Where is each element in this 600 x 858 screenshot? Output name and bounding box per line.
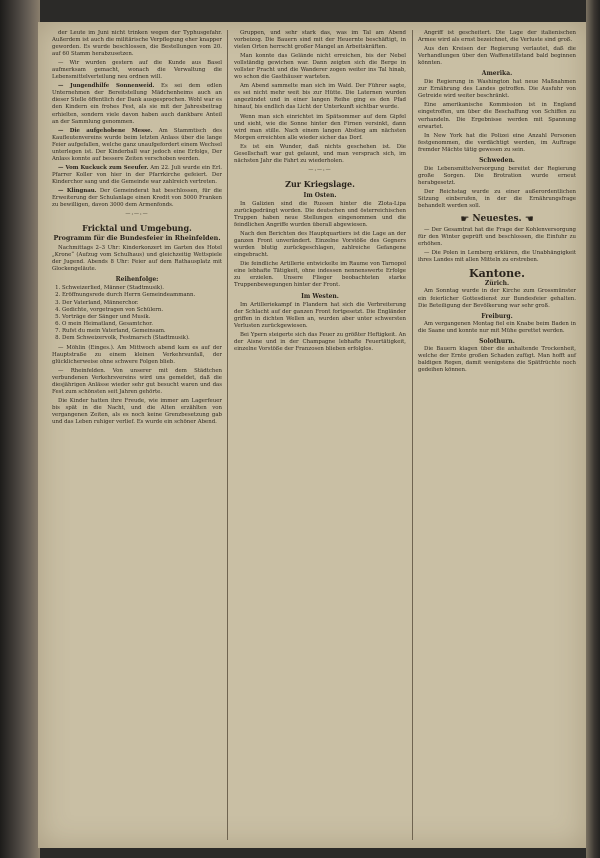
news-item — [52, 165, 222, 186]
paragraph: In New York hat die Polizei eine Anzahl Personen festgenommen, die verdächtigt werden, im Auftrage fremder Mächte tätig gewesen zu sein. — [418, 132, 576, 153]
newspaper-page — [38, 22, 586, 848]
paragraph: Eine amerikanische Kommission ist in England eingetroffen, um über die Beschaffung von Schiffen zu verhandeln. Die Ergebnisse werden mit Spannung erwartet. — [418, 102, 576, 130]
pointing-hand-icon: ☛ — [460, 214, 470, 226]
item-text: Am 22. Juli wurde ein Erl. Pfarrer Koller von hier in der Pfarrkirche gefeiert. Der Kinderchor sang und die Gemeinde war zahlreich vertreten. — [52, 164, 222, 185]
program-item: 4. Gedichte, vorgetragen von Schülern. — [62, 307, 222, 314]
program-title: Programm für die Bundesfeier in Rheinfelden. — [53, 234, 221, 243]
paragraph: Am vergangenen Montag fiel ein Knabe beim Baden in die Saane und konnte nur mit Mühe gerettet werden. — [418, 320, 576, 334]
paragraph: Die Regierung in Washington hat neue Maßnahmen zur Ernährung des Landes getroffen. Die Ausfuhr von Getreide wird weiter beschränkt. — [418, 79, 576, 100]
kantone-title: Kantone. — [469, 267, 525, 281]
column-rule — [412, 30, 413, 840]
program-intro: Nachmittags 2–3 Uhr: Kinderkonzert im Garten des Hotel „Krone“ (Aufzug vom Schulhaus) und gleichzeitig Wettspiele der Jugend. Abends 8 Uhr: Feier auf dem Rathausplatz mit Glockengeläute. — [52, 245, 222, 273]
item-text: Am Stammtisch des Kaufleutenvereins wurde beim letzten Anlass über die lange Feier aufgefallen, welche ganz unaufgefordert einem Wechsel unterlegen ist. Der Kinderball war jedoch eine Erfolgs, Der Anlass konnte auf bessere Zeiten verschoben werden. — [52, 127, 222, 162]
separator: —:—:— — [125, 211, 149, 218]
paragraph: Angriff ist gescheitert. Die Lage der italienischen Armee wird als ernst bezeichnet, die Verluste sind groß. — [418, 30, 576, 44]
news-item — [52, 83, 222, 125]
pointing-hand-icon: ☚ — [524, 214, 534, 226]
item-head: — Jungendhilfe Sonnenweid. — [58, 83, 155, 90]
program-item: 5. Vorträge der Sänger und Musik. — [62, 314, 222, 321]
place-heading: Solothurn. — [479, 337, 515, 345]
place-heading: Freiburg. — [481, 312, 513, 320]
program-item: 7. Rufst du mein Vaterland, Gemeinsam. — [62, 328, 222, 335]
item-head: — Die aufgehobene Messe. — [58, 127, 153, 134]
paragraph: der Leute im Juni nicht trinken wegen der Typhusgefahr. Außerdem ist auch die militärische Verpflegung eher knapper geworden. Es wurde beschlossen, die Bestellungen vom 20. auf 60 Stamm herabzusetzen. — [52, 30, 222, 58]
paragraph: — Möhlin (Einges.). Am Mittwoch abend kam es auf der Hauptstraße zu einem kleinen Verkehrsunfall, der glücklicherweise ohne schwere Folgen blieb. — [52, 344, 222, 365]
column-left — [52, 30, 222, 840]
section-title: Zur Kriegslage. — [285, 178, 355, 189]
program-item: 8. Dem Schweizervolk, Festmarsch (Stadtmusik). — [62, 335, 222, 342]
paragraph: In Galizien sind die Russen hinter die Zlota-Lipa zurückgedrängt worden. Die deutschen und österreichischen Truppen haben neue Stellungen eingenommen und die feindlichen Angriffe wurden überall abgewiesen. — [234, 200, 406, 229]
paragraph: Am Sonntag wurde in der Kirche zum Grossmünster ein feierlicher Gottesdienst zur Bundesfeier gehalten. Die Beteiligung der Bevölkerung war sehr groß. — [418, 288, 576, 309]
banner-label: Neuestes. — [472, 214, 522, 225]
paragraph: Die Bauern klagen über die anhaltende Trockenheit, welche der Ernte großen Schaden zufügt. Man hofft auf baldigen Regen, damit wenigstens die Spätfrüchte noch gedeihen können. — [418, 345, 576, 373]
neuestes-banner — [418, 214, 576, 226]
paragraph: Bei Ypern steigerte sich das Feuer zu größter Heftigkeit. An der Aisne und in der Champagne lebhafte Feuertätigkeit, einzelne Vorstöße der Franzosen blieben erfolglos. — [234, 331, 406, 352]
page-edge — [586, 0, 600, 858]
news-item — [52, 128, 222, 163]
paragraph: — Die Polen in Lemberg erklären, die Unabhängigkeit ihres Landes mit allen Mitteln zu erstreben. — [418, 250, 576, 264]
item-head: — Klingnau. — [58, 187, 97, 194]
item-text: Der Gemeinderat hat beschlossen, für die Erweiterung der Schulanlage einen Kredit von 5000 Franken zu bewilligen, davon 3000 dem Armenfonds. — [52, 187, 222, 209]
program-item: 2. Eröffnungsrede durch Herrn Gemeindeammann. — [62, 292, 222, 299]
news-item — [52, 188, 222, 209]
separator: —:—:— — [308, 166, 332, 173]
program-item: 3. Der Vaterland, Männerchor. — [62, 300, 222, 307]
paragraph: Am Abend sammelte man sich im Wald. Der Führer sagte, es sei nicht mehr weit bis zur Hütte. Die Laternen wurden angezündet und in einer langen Reihe ging es den Pfad hinauf, bis endlich das Licht der Unterkunft sichtbar wurde. — [234, 83, 406, 111]
paragraph: Im Artilleriekampf in Flandern hat sich die Verbreiterung der Schlacht auf der ganzen Front fortgesetzt. Die Engländer griffen in dichten Wellen an, wurden aber unter schwersten Verlusten zurückgewiesen. — [234, 301, 406, 329]
paragraph: Wenn man sich einrichtet im Spätsommer auf dem Gipfel und sieht, wie die Sonne hinter den Firnen versinkt, dann wird man stille. Nach einem langen Abstieg am nächsten Morgen erreichten alle wieder sicher das Dorf. — [234, 113, 406, 141]
paragraph: Nach den Berichten des Hauptquartiers ist die Lage an der ganzen Front unverändert. Einzelne Vorstöße des Gegners wurden blutig zurückgeschlagen, zahlreiche Gefangene eingebracht. — [234, 231, 406, 259]
front-heading: Im Osten. — [303, 191, 337, 199]
paragraph: Gruppen, und sehr stark das, was im Tal am Abend vorbeizog. Die Bauern sind mit der Heuernte beschäftigt, in vielen Orten herrscht großer Mangel an Arbeitskräften. — [234, 30, 406, 51]
paragraph: Man konnte das Gelände nicht erreichen, bis der Nebel vollständig gewichen war. Dann zeigten sich die Berge in vollster Pracht und die Wanderer zogen weiter ins Tal hinab, wo schon die Gasthäuser warteten. — [234, 53, 406, 81]
column-right — [418, 30, 576, 840]
paragraph: Es ist ein Wunder, daß nichts geschehen ist. Die Gesellschaft war gut gelaunt, und man versprach sich, im nächsten Jahr die Fahrt zu wiederholen. — [234, 143, 406, 164]
program-item: 6. O mein Heimatland, Gesamtchor. — [62, 321, 222, 328]
program-item: 1. Schweizerlied, Männer (Stadtmusik). — [62, 285, 222, 292]
country-heading: Schweden. — [479, 156, 515, 164]
paragraph: Die Lebensmittelversorgung bereitet der Regierung große Sorgen. Die Brotration wurde erneut herabgesetzt. — [418, 165, 576, 186]
paragraph: — Wir wurden gestern auf die Kunde aus Basel aufmerksam gemacht, wonach die Verwaltung die Lebensmittelverteilung neu ordnen will. — [52, 60, 222, 81]
front-heading: Im Westen. — [301, 292, 339, 300]
paragraph: Die feindliche Artillerie entwickelte im Raume von Tarnopol eine lebhafte Tätigkeit, ohne indessen nennenswerte Erfolge zu erzielen. Unsere Flieger beobachteten starke Truppenbewegungen hinter der Front. — [234, 261, 406, 289]
paragraph: Der Reichstag wurde zu einer außerordentlichen Sitzung einberufen, in der die Ernährungsfrage behandelt werden soll. — [418, 188, 576, 210]
place-heading: Zürich. — [484, 280, 510, 288]
item-text: Es sei dem edlen Unternehmen der Bereitstellung Mädchenheims auch an dieser Stelle öffentlich der Dank ausgesprochen. Wohl war es den Kindern ein frohes Fest, als sie mit der Jahresbeitrag erhielten, sondern viele davon haben auch dankbare Anteil an der Sammlung genommen. — [52, 83, 222, 125]
paragraph: Aus den Kreisen der Regierung verlautet, daß die Verhandlungen über den Waffenstillstand bald beginnen könnten. — [418, 46, 576, 67]
country-heading: Amerika. — [481, 70, 513, 78]
item-head: — Vom Kuckuck zum Seeufer. — [58, 164, 149, 171]
book-binding — [0, 0, 40, 858]
section-title: Fricktal und Umgebung. — [82, 223, 192, 234]
program-list — [52, 285, 222, 341]
paragraph: — Der Gesamtrat hat die Frage der Kohlenversorgung für den Winter geprüft und beschlossen, die Einfuhr zu erhöhen. — [418, 227, 576, 248]
column-rule — [227, 30, 228, 840]
paragraph: — Rheinfelden. Von unserer mit dem Städtchen verbundenen Verkehrsvereins wird uns gemeldet, daß die diesjährigen Anlässe wieder sehr gut besucht waren und das Fest zum schönsten seit Jahren gehörte. — [52, 367, 222, 396]
column-middle — [234, 30, 406, 840]
program-subheading: Reihenfolge: — [115, 276, 159, 284]
paragraph: Die Kinder hatten ihre Freude, wie immer am Lagerfeuer bis spät in die Nacht, und die Alten erzählten von vergangenen Zeiten, als es noch keine Grenzbesetzung gab und das Leben ruhiger verlief. Es wurde ein schöner Abend. — [52, 398, 222, 426]
